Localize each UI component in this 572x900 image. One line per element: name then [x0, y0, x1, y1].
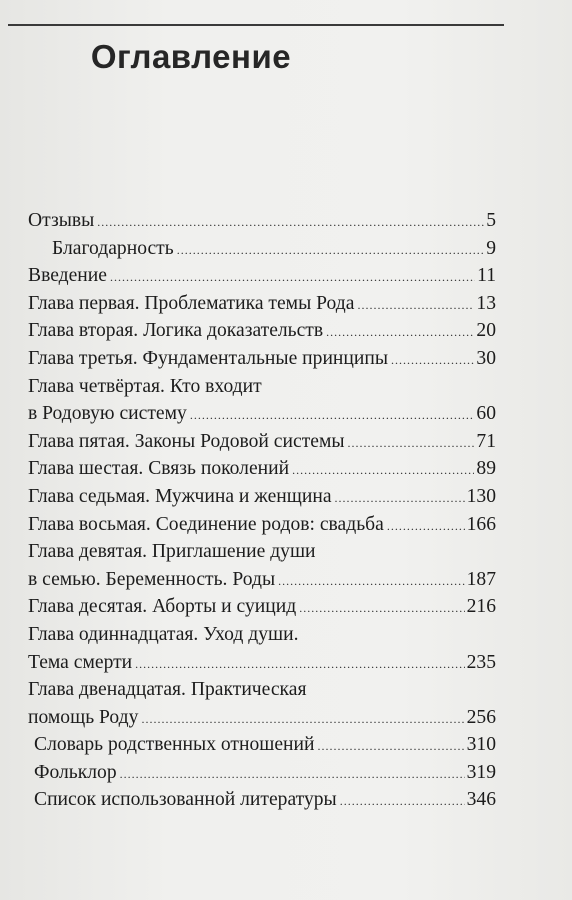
toc-line [28, 593, 496, 621]
toc-line [28, 317, 496, 345]
toc-line [28, 455, 496, 483]
toc-entry-title: Глава одиннадцатая. Уход души. [28, 623, 299, 645]
dot-leader [348, 430, 475, 458]
toc-entry-title: Глава пятая. Законы Родовой системы [28, 430, 345, 452]
page-title: Оглавление [90, 38, 292, 75]
toc-line [28, 290, 496, 318]
toc-entry-title: помощь Роду [28, 706, 139, 728]
toc-page-number: 310 [466, 734, 496, 756]
toc-line [28, 731, 496, 759]
toc-page-number: 9 [486, 237, 496, 259]
toc-page-number: 256 [466, 706, 496, 728]
toc-page-number: 235 [466, 651, 496, 673]
toc-entry-title: Глава двенадцатая. Практическая [28, 679, 307, 701]
toc-entry-title: Глава десятая. Аборты и суицид [28, 596, 297, 618]
toc-line [28, 400, 496, 428]
toc-line [28, 511, 496, 539]
toc-entry [28, 538, 496, 593]
toc-page-number: 187 [466, 568, 496, 590]
toc-page-number: 166 [466, 513, 496, 535]
dot-leader [135, 651, 464, 679]
toc-entry-title: Тема смерти [28, 651, 133, 673]
toc-entry [28, 317, 496, 345]
toc-page-number: 13 [476, 292, 496, 314]
toc-page-number: 11 [477, 265, 496, 287]
toc-entry-title: Введение [28, 265, 107, 287]
toc-entry [28, 345, 496, 373]
toc-line [28, 786, 496, 814]
dot-leader [110, 264, 475, 292]
toc-page-number: 71 [476, 430, 496, 452]
dot-leader [278, 568, 464, 596]
toc-entry-title: Благодарность [52, 237, 174, 259]
toc-entry-title: Глава седьмая. Мужчина и женщина [28, 485, 332, 507]
dot-leader [391, 347, 474, 375]
toc-line [28, 345, 496, 373]
toc-line [28, 373, 496, 401]
dot-leader [97, 209, 484, 237]
toc-entry [28, 483, 496, 511]
top-rule [8, 24, 504, 26]
toc-line [28, 483, 496, 511]
toc-line [28, 262, 496, 290]
dot-leader [387, 513, 465, 541]
toc-entry [28, 731, 496, 759]
toc-line [28, 428, 496, 456]
table-of-contents [28, 207, 496, 814]
toc-entry-title: Глава девятая. Приглашение души [28, 541, 316, 563]
toc-page-number: 30 [476, 347, 496, 369]
toc-page-number: 89 [476, 458, 496, 480]
dot-leader [299, 595, 464, 623]
toc-line [28, 649, 496, 677]
dot-leader [318, 733, 465, 761]
toc-entry [28, 262, 496, 290]
toc-line [28, 538, 496, 566]
toc-entry [28, 759, 496, 787]
toc-entry [28, 290, 496, 318]
toc-entry-title: в Родовую систему [28, 403, 187, 425]
toc-page-number: 5 [486, 210, 496, 231]
dot-leader [340, 788, 465, 816]
toc-entry-title: Словарь родственных отношений [34, 734, 315, 756]
toc-line [28, 235, 496, 263]
toc-entry [28, 593, 496, 621]
toc-line [28, 207, 496, 235]
toc-entry-title: Глава вторая. Логика доказательств [28, 320, 324, 342]
toc-entry-title: Глава третья. Фундаментальные принципы [28, 347, 389, 369]
dot-leader [292, 457, 474, 485]
toc-entry-title: Глава первая. Проблематика темы Рода [28, 292, 355, 314]
toc-entry-title: Отзывы [28, 210, 95, 231]
toc-page-number: 319 [466, 761, 496, 783]
toc-page-number: 20 [476, 320, 496, 342]
dot-leader [357, 292, 474, 320]
dot-leader [190, 402, 475, 430]
dot-leader [326, 319, 474, 347]
toc-entry [28, 786, 496, 814]
dot-leader [141, 706, 464, 734]
toc-line [28, 704, 496, 732]
toc-entry [28, 455, 496, 483]
toc-entry-title: Глава четвёртая. Кто входит [28, 375, 262, 397]
toc-line [28, 566, 496, 594]
toc-page-number: 130 [466, 485, 496, 507]
dot-leader [177, 237, 485, 265]
toc-entry-title: Глава восьмая. Соединение родов: свадьба [28, 513, 384, 535]
toc-entry-title: Фольклор [34, 761, 117, 783]
toc-entry [28, 207, 496, 235]
toc-page-number: 216 [466, 596, 496, 618]
toc-entry-title: Список использованной литературы [34, 789, 337, 811]
toc-line [28, 759, 496, 787]
dot-leader [335, 485, 465, 513]
toc-page-number: 346 [466, 789, 496, 811]
toc-line [28, 676, 496, 704]
toc-page-number: 60 [476, 403, 496, 425]
dot-leader [120, 761, 465, 789]
toc-entry [28, 621, 496, 676]
toc-entry-title: Глава шестая. Связь поколений [28, 458, 290, 480]
toc-entry [28, 373, 496, 428]
toc-entry [28, 428, 496, 456]
toc-entry [28, 511, 496, 539]
toc-entry [28, 676, 496, 731]
toc-entry [28, 235, 496, 263]
toc-line [28, 621, 496, 649]
toc-entry-title: в семью. Беременность. Роды [28, 568, 276, 590]
